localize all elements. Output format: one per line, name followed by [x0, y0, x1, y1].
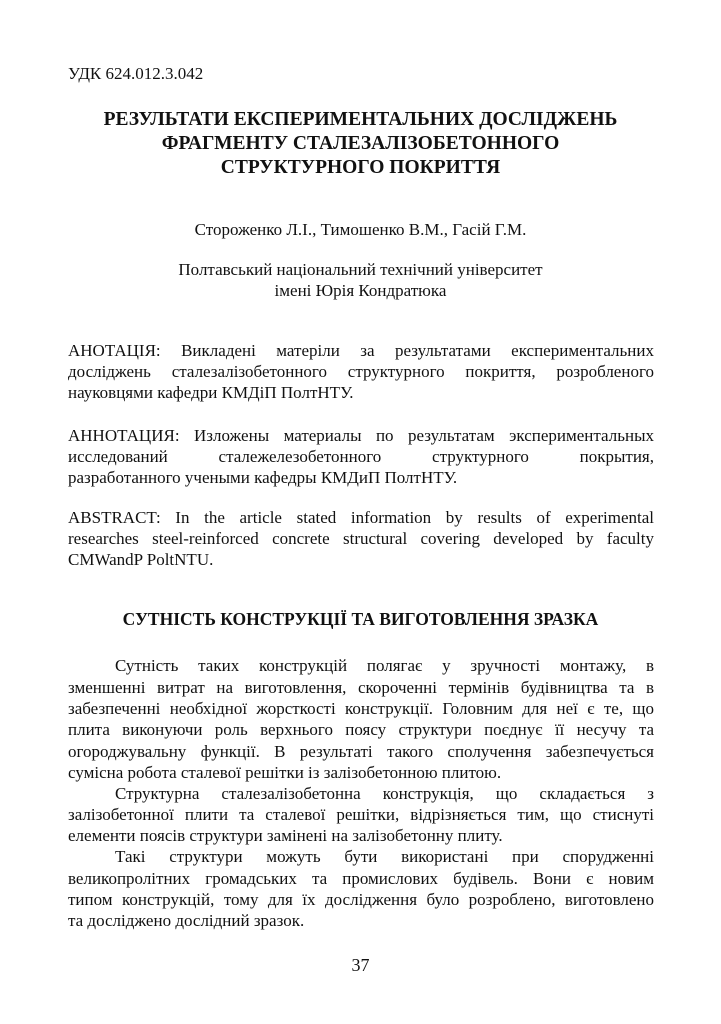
title-line: РЕЗУЛЬТАТИ ЕКСПЕРИМЕНТАЛЬНИХ ДОСЛІДЖЕНЬ	[103, 109, 618, 130]
text-line: плита виконуючи роль верхнього поясу структури поєднує її несучу та	[68, 720, 654, 739]
text-line: та досліджено дослідний зразок.	[68, 911, 305, 930]
text-line: Сутність таких конструкцій полягає у зручності монтажу, в	[115, 656, 654, 675]
text-line: досліджень сталезалізобетонного структурного покриття, розробленого	[68, 362, 654, 381]
text-line: CMWandP PoltNTU.	[68, 550, 214, 569]
text-line: Структурна сталезалізобетонна конструкція, що складається з	[115, 784, 654, 803]
text-line: АНОТАЦІЯ: Викладені матеріли за результатами експериментальних	[68, 341, 654, 360]
text-line: елементи поясів структури замінені на залізобетонну плиту.	[68, 826, 503, 845]
text-line: зменшенні витрат на виготовлення, скороченні термінів будівництва та в	[68, 678, 654, 697]
page-number: 37	[351, 955, 370, 975]
text-line: огороджувальну функції. В результаті такого сполучення забезпечується	[68, 742, 654, 761]
text-line: науковцями кафедри КМДіП ПолтНТУ.	[68, 383, 354, 402]
affiliation-line: Полтавський національний технічний університет	[178, 260, 543, 279]
text-line: researches steel-reinforced concrete structural covering developed by faculty	[68, 529, 654, 548]
udk-code: УДК 624.012.3.042	[68, 64, 204, 83]
text-line: Такі структури можуть бути використані при спорудженні	[115, 847, 654, 866]
text-line: залізобетонної плити та сталевої решітки, відрізняється тим, що стиснуті	[68, 805, 654, 824]
text-line: сумісна робота сталевої решітки із залізобетонною плитою.	[68, 763, 502, 782]
text-line: забезпеченні необхідної жорсткості конструкції. Головним для неї є те, що	[68, 699, 654, 718]
text-line: великопролітних громадських та промислових будівель. Вони є новим	[68, 869, 654, 888]
affiliation-line: імені Юрія Кондратюка	[274, 281, 447, 300]
text-line: разработанного учеными кафедры КМДиП ПолтНТУ.	[68, 468, 458, 487]
title-line: СТРУКТУРНОГО ПОКРИТТЯ	[220, 157, 501, 178]
section-heading: СУТНІСТЬ КОНСТРУКЦІЇ ТА ВИГОТОВЛЕННЯ ЗРАЗКА	[122, 609, 599, 629]
title-line: ФРАГМЕНТУ СТАЛЕЗАЛІЗОБЕТОННОГО	[161, 133, 560, 154]
text-line: типом конструкцій, тому для їх дослідження було розроблено, виготовлено	[68, 890, 654, 909]
text-line: ABSTRACT: In the article stated information by results of experimental	[68, 508, 654, 527]
text-line: АННОТАЦИЯ: Изложены материалы по результатам экспериментальных	[68, 426, 654, 445]
authors: Стороженко Л.І., Тимошенко В.М., Гасій Г.М.	[194, 220, 527, 239]
text-line: исследований сталежелезобетонного структурного покрытия,	[68, 447, 654, 466]
